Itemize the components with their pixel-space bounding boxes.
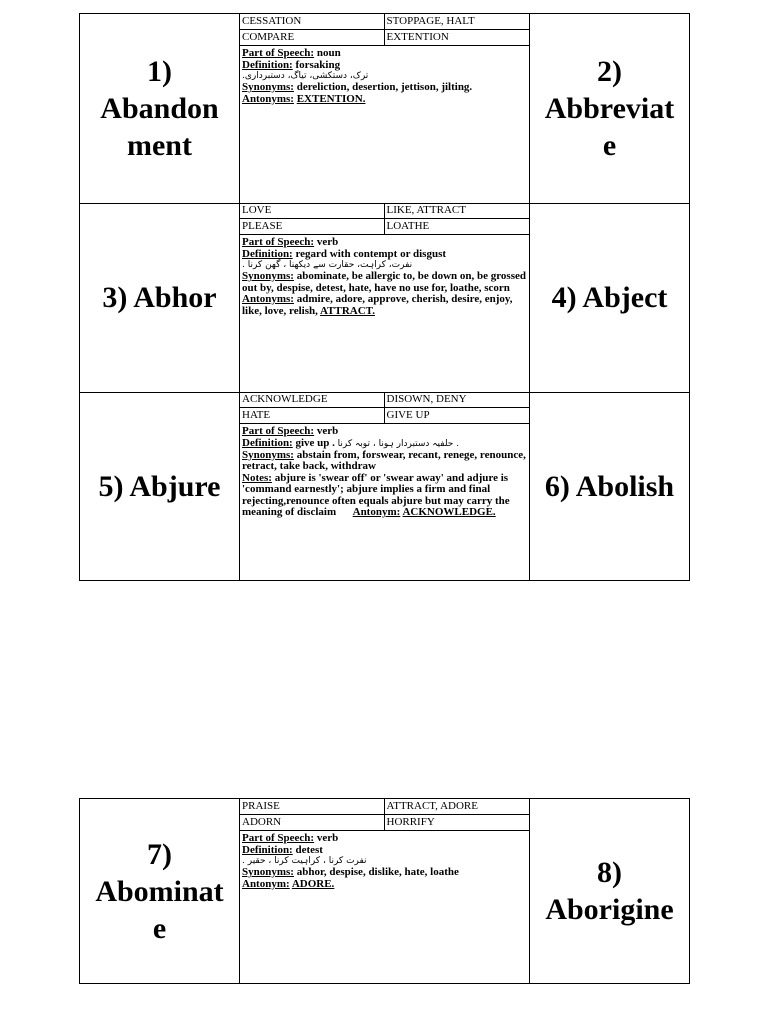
word-aborigine: 8) Aborigine (529, 799, 689, 983)
option-pair: CESSATION STOPPAGE, HALT (240, 14, 529, 30)
entry-text: Part of Speech: verb Definition: give up . حلفیہ دستبردار ہونا ، توبہ کرنا . Synonyms: abstain from, forswear, recant, renege, renounce, retract, take back, withdraw Notes: abjure is 'swear off' or 'swear away' and adjure is 'command earnestly'; abjure implies a firm and final rejecting,renounce often equals abjure but may carry the meaning of disclaim Antonym: ACKNOWLEDGE. (242, 425, 526, 518)
option-pair: PLEASE LOATHE (240, 219, 529, 235)
card-row-3 (80, 392, 689, 580)
vocab-card-2 (79, 798, 690, 984)
card-row-2 (80, 203, 689, 392)
card-row-1 (80, 14, 689, 203)
option-pair: PRAISE ATTRACT, ADORE (240, 799, 529, 815)
option-pair: LOVE LIKE, ATTRACT (240, 203, 529, 219)
word-abolish: 6) Abolish (529, 392, 689, 580)
word-details (240, 392, 529, 580)
word-details (240, 799, 529, 983)
word-abhor: 3) Abhor (80, 203, 240, 392)
option-pair: COMPARE EXTENTION (240, 30, 529, 46)
entry-text: Part of Speech: verb Definition: detest نفرت کرنا ، کراہیت کرنا ، حقیر . Synonyms: abhor, despise, dislike, hate, loathe Antonym: ADORE. (240, 831, 529, 890)
word-details (240, 14, 529, 203)
option-pair: ADORN HORRIFY (240, 815, 529, 831)
urdu-translation: ترک، دستکشی، تیاگ، دستبرداری. (242, 71, 369, 81)
urdu-translation: نفرت، کراہت، حقارت سے دیکھنا ، گھن کرنا . (242, 260, 413, 270)
word-abominate: 7) Abominat e (80, 799, 240, 983)
urdu-translation: نفرت کرنا ، کراہیت کرنا ، حقیر . (242, 856, 367, 866)
card-row-1 (80, 799, 689, 983)
word-details (240, 203, 529, 392)
word-abject: 4) Abject (529, 203, 689, 392)
option-pair: HATE GIVE UP (240, 408, 529, 424)
word-abandonment: 1) Abandon ment (80, 14, 240, 203)
word-abjure: 5) Abjure (80, 392, 240, 580)
entry-text: Part of Speech: noun Definition: forsaking ترک، دستکشی، تیاگ، دستبرداری. Synonyms: dereliction, desertion, jettison, jilting. Antonyms: EXTENTION. (240, 46, 529, 105)
word-abbreviate: 2) Abbreviat e (529, 14, 689, 203)
urdu-translation: حلفیہ دستبردار ہونا ، توبہ کرنا . (337, 438, 460, 449)
option-pair: ACKNOWLEDGE DISOWN, DENY (240, 392, 529, 408)
vocab-card-1 (79, 13, 690, 581)
entry-text: Part of Speech: verb Definition: regard with contempt or disgust نفرت، کراہت، حقارت سے دیکھنا ، گھن کرنا . Synonyms: abominate, be allergic to, be down on, be grossed out by, despise, detest, hate, have no use for, loathe, scorn Antonyms: admire, adore, approve, cherish, desire, enjoy, like, love, relish, ATTRACT. (242, 236, 526, 317)
